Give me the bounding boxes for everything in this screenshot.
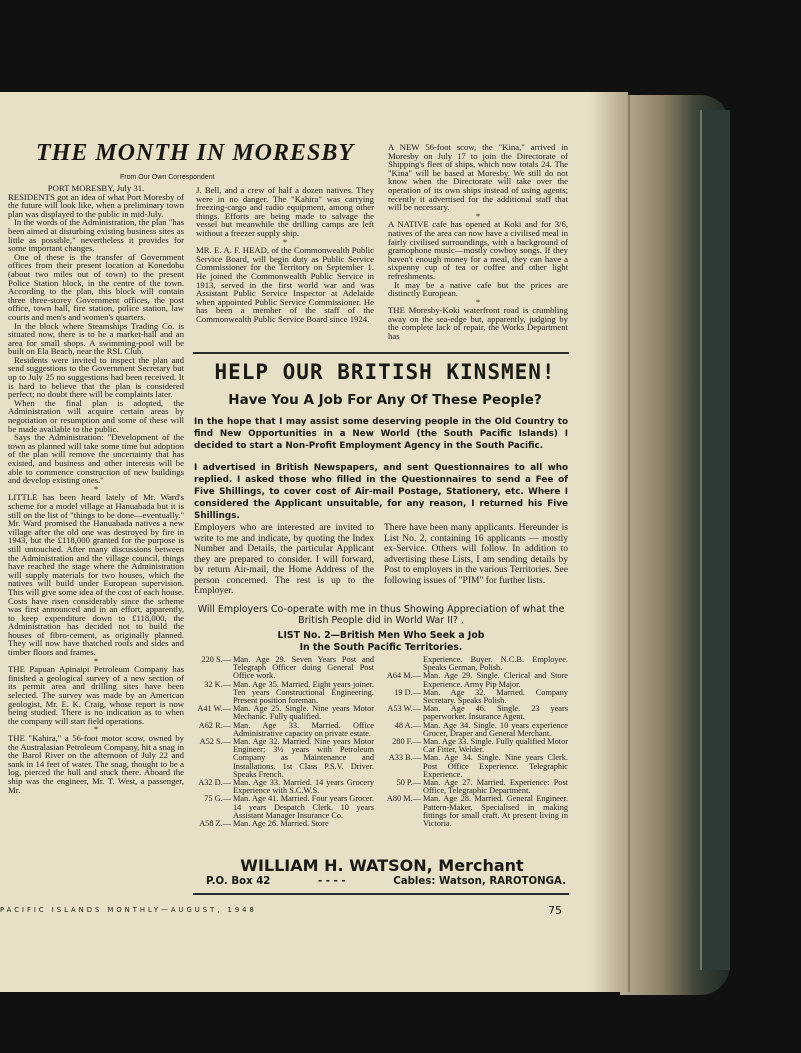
list-item bbox=[384, 754, 568, 779]
section-ornament: * bbox=[475, 296, 481, 307]
advertisement-column-left: Employers who are interested are invited to write to me and indicate, by quoting the Index Number and Details, the particular Applicant they are prepared to consider. I will forward, by return Air-mail, the Home Address of the person concerned. The rest is up to the Employer. bbox=[194, 523, 374, 596]
applicant-details: Man. Age 33. Single. Fully qualified Motor Car Fitter, Welder. bbox=[423, 737, 568, 755]
list-item bbox=[384, 705, 568, 721]
section-ornament: * bbox=[93, 655, 99, 666]
applicant-details: Man. Age 32. Married. Nine years Motor Engineer; 3½ years with Petroleum Company as Maintenance and Installations. 1st Class P.S.V. Driver. Speaks French. bbox=[233, 737, 374, 779]
applicant-details: Man. Age 29. Single. Clerical and Store Experience. Army Pip Major. bbox=[423, 671, 568, 689]
applicant-details: Man. Age 33. Married. Office Administrative capacity on private estate. bbox=[233, 720, 374, 738]
paragraph: In the block where Steamships Trading Co. is situated now, there is to be a market-hall and an area for small shops. A swimming-pool will be built on Ela Beach, near the RSL Club. bbox=[8, 320, 184, 357]
list-item bbox=[384, 795, 568, 828]
po-box: P.O. Box 42 bbox=[206, 876, 271, 887]
applicant-code: A52 S.— bbox=[199, 737, 231, 747]
applicant-code: 50 P.— bbox=[396, 778, 421, 788]
article-column-2 bbox=[196, 186, 374, 324]
paragraph: MR. E. A. F. HEAD, of the Commonwealth Public Service Board, will begin duty as Public Service Commissioner for the Territory on September 1. He joined the Commonwealth Public Service in 1913, served in the first world war and was Assistant Public Service Inspector at Adelaide when appointed Public Service Commissioner. He has been a member of the staff of the Commonwealth Public Service Board since 1924. bbox=[196, 245, 374, 324]
section-ornament: * bbox=[475, 210, 481, 221]
paragraph: Residents were invited to inspect the plan and send suggestions to the Government Secretary but up to July 25 no suggestions had been received. It is hard to believe that the plan is considered perfect; no doubt there will be complaints later. bbox=[8, 354, 184, 400]
page-gutter-shadow bbox=[590, 92, 630, 992]
dateline: PORT MORESBY, July 31. bbox=[47, 183, 145, 193]
advertisement-column-right: There have been many applicants. Hereunder is List No. 2, containing 16 applicants — mostly ex-Service. Others will follow. In addition to advertising these Lists, I am sending details by Post to employers in the various Territories. See following issues of "PIM" for further lists. bbox=[384, 523, 568, 586]
section-ornament: * bbox=[93, 483, 99, 494]
list-item bbox=[384, 672, 568, 688]
applicant-code: A41 W.— bbox=[197, 704, 231, 714]
applicant-details: Man. Age 25. Single. Nine years Motor Mechanic. Fully qualified. bbox=[233, 704, 374, 722]
list-item bbox=[194, 820, 374, 828]
applicant-code: A64 M.— bbox=[386, 671, 421, 681]
applicant-details: Man. Age 29. Seven Years Post and Telegraph Officer doing General Post Office work. bbox=[233, 655, 374, 681]
list-item bbox=[384, 738, 568, 754]
applicant-details: Man. Age 32. Married. Company Secretary. Speaks Polish. bbox=[423, 687, 568, 706]
applicant-details: Man. Age 27. Married. Experience: Post Office, Telegraphic Department. bbox=[423, 778, 568, 796]
advertisement-bottom-rule bbox=[193, 893, 569, 895]
list-item bbox=[384, 689, 568, 705]
separator-dashes: - - - - bbox=[318, 876, 346, 887]
list-item bbox=[194, 722, 374, 738]
paragraph: It may be a native cafe but the prices are distinctly European. bbox=[388, 279, 568, 299]
list-heading-line-2: In the South Pacific Territories. bbox=[299, 641, 463, 653]
applicant-code: 280 F.— bbox=[392, 737, 421, 747]
paragraph: Says the Administration: "Development of the town as planned will take some time but adoption of the plan will remove the uncertainty that has existed, and business and other interests will be able to commence construction of new buildings and develop existing ones." bbox=[8, 432, 184, 486]
applicant-details: Man. Age 34. Single. 10 years experience Grocer, Draper and General Merchant. bbox=[423, 720, 568, 738]
applicant-details: Man. Age 46. Single. 23 years paperworker. Insurance Agent. bbox=[423, 704, 568, 722]
list-item bbox=[194, 681, 374, 706]
section-ornament: * bbox=[93, 724, 99, 735]
section-ornament: * bbox=[282, 236, 288, 247]
list-heading-line-1: LIST No. 2—British Men Who Seek a Job bbox=[277, 630, 485, 641]
applicant-details: Man. Age 35. Married. Eight years joiner. Ten years Constructional Engineering. Present position foreman. bbox=[233, 679, 374, 706]
cable-address: Cables: Watson, RAROTONGA. bbox=[393, 876, 566, 887]
applicant-code: A62 R.— bbox=[198, 720, 231, 730]
advertisement-subheadline: Have You A Job For Any Of These People? bbox=[228, 392, 542, 408]
applicant-code: A80 M.— bbox=[386, 794, 421, 804]
applicant-code: A32 D.— bbox=[198, 778, 231, 788]
paragraph: THE Moresby-Koki waterfront road is crumbling away on the sea-edge but, apparently, judging by the complete lack of repair, the Works Department has bbox=[388, 305, 568, 342]
applicant-details: Man. Age 41. Married. Four years Grocer. 14 years Despatch Clerk. 10 years Assistant Manager Insurance Co. bbox=[233, 794, 374, 820]
article-column-3 bbox=[388, 143, 568, 341]
paragraph: A NATIVE cafe has opened at Koki and for 3/6, natives of the area can now have a civilised meal in fairly civilised surroundings, with a background of gramophone music—mostly cowboy songs. If they haven't enough money for a meal, they can have a sixpenny cup of tea or coffee and other light refreshments. bbox=[388, 219, 568, 281]
list-heading bbox=[194, 630, 568, 653]
applicant-code: 32 K.— bbox=[204, 679, 231, 689]
paragraph: RESIDENTS got an idea of what Port Moresby of the future will look like, when a preliminary town plan was displayed to the public in mid-July. bbox=[8, 191, 184, 219]
paragraph: In the words of the Administration, the plan "has been aimed at disturbing existing business sites as little as possible," nevertheless it provides for some important changes. bbox=[8, 217, 184, 254]
paragraph: When the final plan is adopted, the Administration will acquire certain areas by negotiation or resumption and some of these will be made available to the public. bbox=[8, 397, 184, 434]
list-item bbox=[384, 779, 568, 795]
list-item bbox=[194, 795, 374, 820]
paragraph: J. Bell, and a crew of half a dozen natives. They were in no danger. The "Kahira" was carrying freezing-cargo and radio equipment, among other things. Efforts are being made to salvage the vessel but meanwhile the drilling camps are left without a freezer supply ship. bbox=[196, 185, 374, 238]
book-spine bbox=[700, 110, 730, 970]
applicant-details: Man. Age 26. Married. Store bbox=[233, 819, 329, 829]
advertiser-address bbox=[206, 876, 566, 887]
paragraph: A NEW 56-foot scow, the "Kina," arrived in Moresby on July 17 to join the Directorate of Shipping's fleet of ships, which now totals 24. The "Kina" will be based at Moresby. We still do not know when the Directorate will take over the operation of its own ships instead of using agents; recently it advertised for the additional staff that will be necessary. bbox=[388, 142, 568, 213]
page-number: 75 bbox=[548, 904, 562, 917]
list-item-continuation: Experience. Buyer. N.C.B. Employee. Speaks German, Polish. bbox=[423, 655, 568, 673]
page-title: THE MONTH IN MORESBY bbox=[36, 140, 355, 166]
applicant-details: Man. Age 34. Single. Nine years Clerk. Post Office Experience. Telegraphic Experience. bbox=[423, 753, 568, 779]
applicant-details: Man. Age 33. Married. 14 years Grocery Experience with S.C.W.S. bbox=[233, 778, 374, 796]
list-item bbox=[194, 779, 374, 795]
advertisement-appeal: Will Employers Co-operate with me in thus Showing Appreciation of what the British People did in World War II? , bbox=[197, 604, 565, 626]
list-item bbox=[194, 705, 374, 721]
running-footer: PACIFIC ISLANDS MONTHLY—AUGUST, 1948 bbox=[0, 906, 257, 914]
paragraph: One of these is the transfer of Government offices from their present location at Konedobu (about two miles out of town) to the present Police Station block, in the centre of the town. According to the plan, this block will contain three three-storey Government offices, the post office, town hall, fire station, police station, law courts and men's and women's quarters. bbox=[8, 251, 184, 322]
applicant-code: A33 B.— bbox=[388, 753, 421, 763]
applicant-code: A53 W.— bbox=[387, 704, 421, 714]
article-column-1 bbox=[8, 184, 184, 794]
applicant-list-right bbox=[384, 656, 568, 828]
applicant-details: Man. Age 28. Married. General Engineer. Pattern-Maker. Specialised in making fittings for small craft. At present living in Victoria. bbox=[423, 794, 568, 829]
advertiser-name: WILLIAM H. WATSON, Merchant bbox=[240, 856, 524, 875]
applicant-code: 48 A.— bbox=[394, 720, 421, 730]
list-item bbox=[194, 656, 374, 681]
advertisement-top-rule bbox=[193, 352, 569, 354]
list-item bbox=[384, 722, 568, 738]
applicant-list-left bbox=[194, 656, 374, 828]
applicant-code: A58 Z.— bbox=[199, 819, 231, 829]
paragraph: LITTLE has been heard lately of Mr. Ward's scheme for a model village at Hanuabada but it is still on the list of "things to be done—eventually." Mr. Ward promised the Hanuabada natives a new village after the old one was destroyed by fire in 1943, but the £118,000 granted for the purpose is still untouched. After many discussions between the Administration and the village council, things have reached the stage where the Administration will supply materials for two houses, which the natives will build under European supervision. This will give some idea of the cost of each house. Costs have risen considerably since the scheme was first announced and in an effort, apparently, to keep expenditure down to £118,000, the Administration has decided not to build the houses of fibro-cement, as originally planned. They will now have thatched roofs and sides and timber floors and frames. bbox=[8, 492, 184, 658]
advertisement-paragraph: In the hope that I may assist some deserving people in the Old Country to find New Opportunities in a New World (the South Pacific Islands) I decided to start a Non-Profit Employment Agency in the South Pacific. bbox=[194, 417, 568, 451]
byline: From Our Own Correspondent bbox=[120, 174, 215, 181]
paragraph: THE Papuan Apinaipi Petroleum Company has finished a geological survey of a new section of its permit area and drilling sites have been selected. The survey was made by an American geologist, Mr. E. K. Craig, whose report is now being studied. There is no indication as to when the company will start field operations. bbox=[8, 664, 184, 726]
applicant-code: 220 S.— bbox=[201, 655, 231, 664]
list-item bbox=[194, 738, 374, 779]
paragraph: THE "Kahira," a 56-foot motor scow, owned by the Australasian Petroleum Company, hit a snag in the Barol River on the afternoon of July 22 and sank in 14 feet of water. The snag, thought to be a log, pierced the hull and stuck there. Aboard the ship was the engineer, Mr. T. West, a passenger, Mr. bbox=[8, 733, 184, 795]
advertisement-headline: HELP OUR BRITISH KINSMEN! bbox=[214, 360, 556, 384]
advertisement-paragraph: I advertised in British Newspapers, and sent Questionnaires to all who replied. I asked those who filled in the Questionnaires to send a Fee of Five Shillings, to cover cost of Air-mail Postage, Stationery, etc. Where I considered the Applicant unsuitable, for any reason, I returned his Five Shillings. bbox=[194, 463, 568, 521]
applicant-code: 19 D.— bbox=[394, 687, 421, 697]
applicant-code: 75 G.— bbox=[204, 794, 231, 804]
